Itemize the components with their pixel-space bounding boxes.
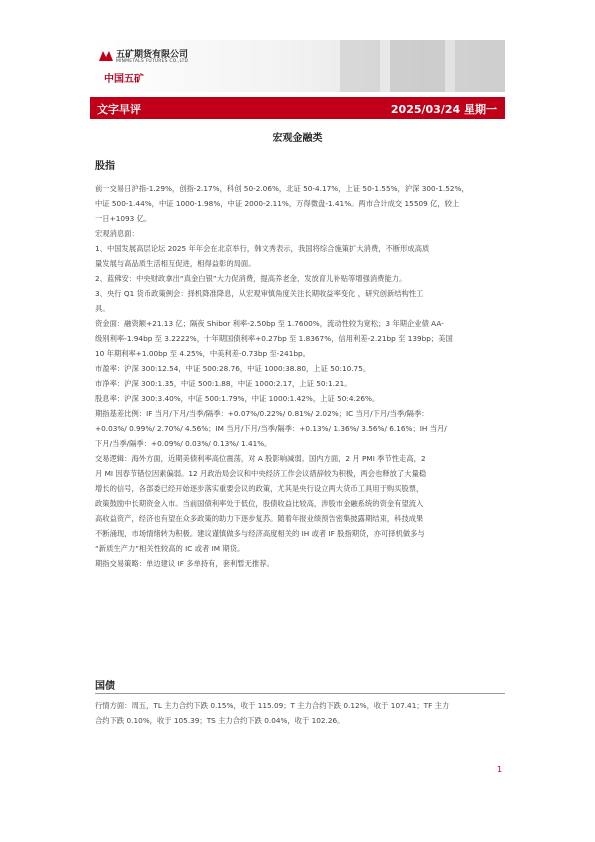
text-line: 期指基差比例：IF 当月/下月/当季/隔季：+0.07%/0.22%/ 0.81%/ 2.02%；IC 当月/下月/当季/隔季： (95, 409, 429, 418)
bonds-heading: 国债 (95, 681, 115, 692)
report-type: 文字早评 (97, 103, 141, 116)
text-line: 月 MI 因春节错位因素偏弱。12 月政治局会议和中央经济工作会议措辞较为积极，两会也释放了大量稳 (95, 469, 427, 478)
text-line: 高收益资产，经济也有望在众多政策的助力下逐步复苏。随着年报业绩预告密集披露期结束，科技成果 (95, 514, 424, 523)
text-line: 交易逻辑：海外方面，近期美债利率高位震荡，对 A 股影响减弱。国内方面，2 月 PMI 季节性走高，2 (95, 454, 426, 463)
title-banner (90, 97, 505, 119)
text-line: 1、中国发展高层论坛 2025 年年会在北京举行，韩文秀表示，我国将综合施策扩大消费，不断形成高质 (95, 244, 430, 253)
company-name-en: MINMETALS FUTURES CO.,LTD (116, 59, 189, 64)
text-line: 2、蓝佛安：中央财政拿出“真金白银”大力促消费，提高养老金、发放育儿补贴等增强消费能力。 (95, 274, 407, 283)
report-date: 2025/03/24 星期一 (390, 103, 497, 116)
text-line: 市净率：沪深 300:1.35，中证 500:1.88，中证 1000:2.17，上证 50:1.21。 (95, 379, 352, 388)
text-line: “新质生产力”相关性较高的 IC 或者 IM 期货。 (95, 544, 245, 553)
text-line: 中证 500-1.44%，中证 1000-1.98%，中证 2000-2.11%，万得微盘-1.41%。两市合计成交 15509 亿，较上 (95, 199, 460, 208)
text-line: 资金面：融资额+21.13 亿；隔夜 Shibor 利率-2.50bp 至 1.7600%，流动性较为宽松；3 年期企业债 AA- (95, 319, 444, 328)
text-line: 级别利率-1.94bp 至 3.2222%，十年期国债利率+0.27bp 至 1.8367%，信用利差-2.21bp 至 139bp；美国 (95, 334, 453, 343)
text-line: 10 年期利率+1.00bp 至 4.25%，中美利差-0.73bp 至-241bp。 (95, 349, 310, 358)
text-line: 合约下跌 0.10%，收于 105.39；TS 主力合约下跌 0.04%，收于 102.26。 (95, 716, 345, 725)
text-line: 一日+1093 亿。 (95, 214, 152, 223)
stock-index-body (95, 181, 503, 571)
text-line: +0.03%/ 0.99%/ 2.70%/ 4.56%；IM 当月/下月/当季/隔季：+0.13%/ 1.36%/ 3.56%/ 6.16%；IH 当月/ (95, 424, 447, 433)
minmetals-logo-icon (98, 48, 114, 62)
text-line: 市盈率：沪深 300:12.54，中证 500:28.76，中证 1000:38.80，上证 50:10.75。 (95, 364, 371, 373)
text-line: 3、央行 Q1 货币政策例会：择机降准降息，从宏观审慎角度关注长期收益率变化 ，研究创新结构性工 (95, 289, 424, 298)
bonds-body (95, 698, 503, 728)
text-line: 宏观消息面： (95, 229, 139, 238)
section-title: 宏观金融类 (272, 133, 323, 144)
page-number: 1 (497, 765, 503, 774)
text-line: 不断涌现，市场情绪转为积极。建议谨慎做多与经济高度相关的 IH 或者 IF 股指期货，亦可择机做多与 (95, 529, 425, 538)
text-line: 前一交易日沪指-1.29%，创指-2.17%，科创 50-2.06%，北证 50-4.17%，上证 50-1.55%，沪深 300-1.52%， (95, 184, 469, 193)
company-name-cn: 五矿期货有限公司 (116, 50, 189, 60)
text-line: 下月/当季/隔季：+0.09%/ 0.03%/ 0.13%/ 1.41%。 (95, 439, 272, 448)
text-line: 股息率：沪深 300:3.40%，中证 500:1.79%，中证 1000:1.42%，上证 50:4.26%。 (95, 394, 380, 403)
group-name: 中国五矿 (104, 74, 144, 85)
text-line: 增长的信号，各部委已经开始逐步落实重要会议的政策，尤其是央行设立两大货币工具用于购买股票， (95, 484, 424, 493)
text-line: 政策鼓励中长期资金入市。当前国债利率处于低位，股债收益比较高，涉股市金融系统的资金有望流入 (95, 499, 424, 508)
stock-index-heading: 股指 (95, 161, 115, 172)
text-line: 量发展与高品质生活相互促进，相得益彰的局面。 (95, 259, 256, 268)
text-line: 期指交易策略：单边建议 IF 多单持有，套利暂无推荐。 (95, 559, 274, 568)
text-line: 具。 (95, 304, 110, 313)
section-divider (95, 693, 505, 694)
text-line: 行情方面：周五，TL 主力合约下跌 0.15%，收于 115.09；T 主力合约下跌 0.12%，收于 107.41；TF 主力 (95, 701, 450, 710)
